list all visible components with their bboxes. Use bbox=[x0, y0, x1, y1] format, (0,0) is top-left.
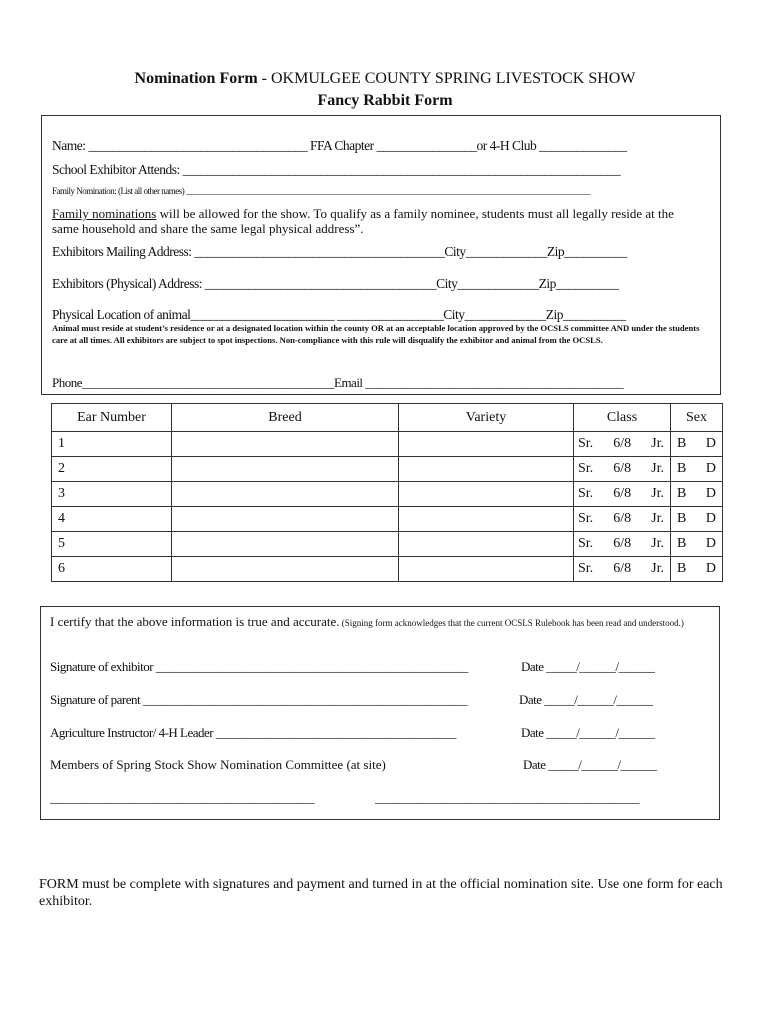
variety-cell[interactable] bbox=[399, 507, 574, 532]
class-sr[interactable]: Sr. bbox=[578, 486, 594, 501]
form-subtitle: Fancy Rabbit Form bbox=[317, 92, 453, 109]
certify-rulebook-note: (Signing form acknowledges that the current OCSLS Rulebook has been read and understood.) bbox=[339, 618, 684, 628]
table-row bbox=[52, 532, 723, 557]
breed-cell[interactable] bbox=[172, 532, 399, 557]
sex-d[interactable]: D bbox=[705, 536, 716, 551]
breed-cell[interactable] bbox=[172, 557, 399, 582]
ear-number-cell[interactable]: 1 bbox=[52, 432, 172, 457]
sex-cell[interactable] bbox=[671, 482, 723, 507]
sex-b[interactable]: B bbox=[677, 561, 687, 576]
instructor-date-line[interactable]: Date _____/______/______ bbox=[521, 725, 655, 740]
breed-cell[interactable] bbox=[172, 432, 399, 457]
table-header-row bbox=[52, 404, 723, 432]
sex-cell[interactable] bbox=[671, 507, 723, 532]
parent-signature-line[interactable]: Signature of parent ______________________________________________________ bbox=[50, 692, 467, 707]
class-cell[interactable] bbox=[574, 532, 671, 557]
sex-b[interactable]: B bbox=[677, 436, 687, 451]
sex-d[interactable]: D bbox=[705, 436, 716, 451]
class-sr[interactable]: Sr. bbox=[578, 511, 594, 526]
class-6-8[interactable]: 6/8 bbox=[613, 511, 632, 526]
class-cell[interactable] bbox=[574, 557, 671, 582]
breed-cell[interactable] bbox=[172, 457, 399, 482]
family-nomination-line[interactable]: Family Nomination: (List all other names) _____________________________________________________________________________________________________ bbox=[52, 186, 590, 196]
ear-number-cell[interactable]: 5 bbox=[52, 532, 172, 557]
name-line[interactable]: Name: ___________________________________ FFA Chapter ________________or 4-H Club ______________ bbox=[52, 138, 627, 153]
header-variety: Variety bbox=[399, 404, 574, 432]
sex-d[interactable]: D bbox=[705, 511, 716, 526]
parent-date-line[interactable]: Date _____/______/______ bbox=[519, 692, 653, 707]
form-title-bold: Nomination Form bbox=[134, 70, 258, 87]
ear-number-cell[interactable]: 6 bbox=[52, 557, 172, 582]
ear-number-cell[interactable]: 4 bbox=[52, 507, 172, 532]
variety-cell[interactable] bbox=[399, 557, 574, 582]
committee-signature-right[interactable]: ____________________________________________ bbox=[375, 790, 639, 805]
header-class: Class bbox=[574, 404, 671, 432]
ear-number-cell[interactable]: 3 bbox=[52, 482, 172, 507]
class-6-8[interactable]: 6/8 bbox=[613, 536, 632, 551]
committee-label: Members of Spring Stock Show Nomination Committee (at site) bbox=[50, 757, 386, 772]
class-cell[interactable] bbox=[574, 482, 671, 507]
class-jr[interactable]: Jr. bbox=[651, 436, 664, 451]
exhibitor-signature-line[interactable]: Signature of exhibitor ____________________________________________________ bbox=[50, 659, 468, 674]
table-row bbox=[52, 432, 723, 457]
physical-address-line[interactable]: Exhibitors (Physical) Address: _____________________________________City_____________Zip__________ bbox=[52, 276, 619, 291]
certification-box bbox=[40, 606, 720, 820]
class-jr[interactable]: Jr. bbox=[651, 536, 664, 551]
class-cell[interactable] bbox=[574, 457, 671, 482]
class-jr[interactable]: Jr. bbox=[651, 461, 664, 476]
sex-d[interactable]: D bbox=[705, 461, 716, 476]
instructor-signature-line[interactable]: Agriculture Instructor/ 4-H Leader ________________________________________ bbox=[50, 725, 456, 740]
animal-table bbox=[51, 403, 723, 582]
form-title-rest: - OKMULGEE COUNTY SPRING LIVESTOCK SHOW bbox=[257, 70, 636, 87]
class-6-8[interactable]: 6/8 bbox=[613, 436, 632, 451]
class-sr[interactable]: Sr. bbox=[578, 461, 594, 476]
family-note-text: will be allowed for the show. To qualify as a family nominee, students must all legally reside at the same household and share the same legal physical address”. bbox=[52, 206, 674, 236]
class-6-8[interactable]: 6/8 bbox=[613, 561, 632, 576]
table-row bbox=[52, 457, 723, 482]
variety-cell[interactable] bbox=[399, 432, 574, 457]
class-jr[interactable]: Jr. bbox=[651, 511, 664, 526]
class-6-8[interactable]: 6/8 bbox=[613, 486, 632, 501]
header-ear-number: Ear Number bbox=[52, 404, 172, 432]
table-row bbox=[52, 482, 723, 507]
mailing-address-line[interactable]: Exhibitors Mailing Address: ________________________________________City_____________Zip__________ bbox=[52, 244, 627, 259]
class-sr[interactable]: Sr. bbox=[578, 536, 594, 551]
family-note-underlined: Family nominations bbox=[52, 206, 157, 221]
variety-cell[interactable] bbox=[399, 482, 574, 507]
form-title bbox=[0, 70, 770, 88]
certify-main: I certify that the above information is true and accurate. bbox=[50, 614, 340, 629]
sex-b[interactable]: B bbox=[677, 511, 687, 526]
animal-residence-rule: Animal must reside at student’s residence or at a designated location within the county OR at an acceptable location approved by the OCSLS committee AND under the students care at all times. All exhibitors are subject to spot inspections. Non-compliance with this rule will disqualify the exhibitor and animal from the OCSLS. bbox=[52, 323, 700, 345]
header-sex: Sex bbox=[671, 404, 723, 432]
class-6-8[interactable]: 6/8 bbox=[613, 461, 632, 476]
sex-cell[interactable] bbox=[671, 532, 723, 557]
family-note bbox=[52, 206, 702, 236]
phone-email-line[interactable]: Phone__________________________________________Email ___________________________________________ bbox=[52, 375, 624, 390]
class-sr[interactable]: Sr. bbox=[578, 436, 594, 451]
sex-d[interactable]: D bbox=[705, 561, 716, 576]
header-breed: Breed bbox=[172, 404, 399, 432]
class-jr[interactable]: Jr. bbox=[651, 486, 664, 501]
sex-cell[interactable] bbox=[671, 557, 723, 582]
exhibitor-date-line[interactable]: Date _____/______/______ bbox=[521, 659, 655, 674]
animal-location-line[interactable]: Physical Location of animal_______________________ _________________City_____________Zip__________ bbox=[52, 307, 626, 322]
table-row bbox=[52, 507, 723, 532]
table-row bbox=[52, 557, 723, 582]
committee-date-line[interactable]: Date _____/______/______ bbox=[523, 757, 657, 772]
sex-b[interactable]: B bbox=[677, 461, 687, 476]
sex-d[interactable]: D bbox=[705, 486, 716, 501]
sex-b[interactable]: B bbox=[677, 486, 687, 501]
class-cell[interactable] bbox=[574, 507, 671, 532]
committee-signature-left[interactable]: ____________________________________________ bbox=[50, 790, 314, 805]
class-jr[interactable]: Jr. bbox=[651, 561, 664, 576]
class-cell[interactable] bbox=[574, 432, 671, 457]
sex-cell[interactable] bbox=[671, 432, 723, 457]
variety-cell[interactable] bbox=[399, 457, 574, 482]
variety-cell[interactable] bbox=[399, 532, 574, 557]
sex-cell[interactable] bbox=[671, 457, 723, 482]
breed-cell[interactable] bbox=[172, 482, 399, 507]
breed-cell[interactable] bbox=[172, 507, 399, 532]
school-line[interactable]: School Exhibitor Attends: ______________________________________________________________________ bbox=[52, 162, 621, 177]
footer-note: FORM must be complete with signatures and payment and turned in at the official nomination site. Use one form for each exhibitor. bbox=[39, 877, 723, 909]
class-sr[interactable]: Sr. bbox=[578, 561, 594, 576]
certify-statement bbox=[50, 614, 710, 631]
sex-b[interactable]: B bbox=[677, 536, 687, 551]
ear-number-cell[interactable]: 2 bbox=[52, 457, 172, 482]
